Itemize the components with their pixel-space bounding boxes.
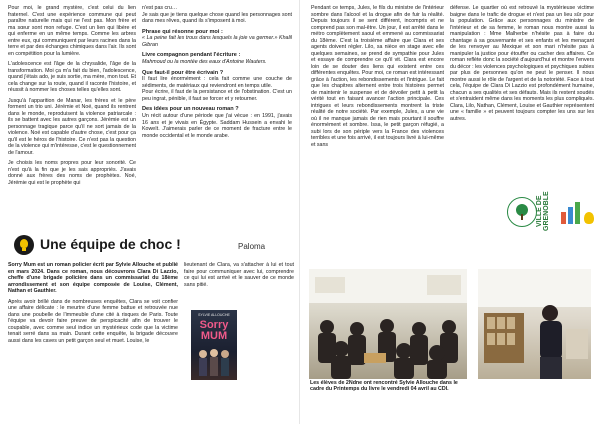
- review-intro: Sorry Mum est un roman policier écrit par Sylvie Allouche et publié en mars 2024. Dans ce roman, nous découvrons Clara Di Lazzio, cheffe d'une brigade policière dans un commissariat du 18ème arrondissement et son équipe composée de Louise, Clément, Nathan et Gauthier.: [8, 262, 178, 294]
- city-logo: VILLE DE GRENOBLE: [536, 191, 550, 231]
- article-author: Paloma: [238, 242, 266, 251]
- paragraph: Pour moi, le grand mystère, c'est celui du lien fraternel. C'est une expérience commune qui peut paraître naturelle mais qui ne l'est pas. Mon frère et ma sœur sont mon refuge. C'est un lien qui libère et qui enferme en un même temps. Comme les arbres entre eux, qui communiquent par leurs racines dans la terre et par des échanges chimiques dans l'air. Ils sont en compétition pour la lumière.: [8, 5, 136, 57]
- photo-caption: Les élèves de 2Ndne ont rencontré Sylvie Allouche dans le cadre du Printemps du livre le vendredi 04 avril au CDI.: [310, 380, 458, 393]
- review-column-1: [8, 262, 178, 422]
- review-body: Après avoir brillé dans de nombreuses enquêtes, Clara se voit confier une affaire délicate : le meurtre d'une femme battue et retrouvée nue dans une poubelle de l'immeuble d'une cité à risques de Paris. Toute l'équipe va devoir faire preuve de perspicacité afin de trouver le coupable, avec comme seul indice un mystérieux code que la victime tenait serré dans sa main. Durant cette enquête, la brigade découvre aussi dans les caves un petit garçon seul et muet. Louise, le: [8, 298, 178, 344]
- cover-title: Sorry MUM: [199, 319, 229, 342]
- interview-column-1: [8, 5, 136, 227]
- book-cover-image: [191, 310, 237, 380]
- event-photo-author: [478, 269, 591, 379]
- question-heading: Que faut-il pour être écrivain ?: [142, 69, 224, 76]
- review-column-2: [184, 262, 294, 304]
- event-photo-audience: [309, 269, 467, 379]
- paragraph: lieutenant de Clara, va s'attacher à lui et tout faire pour communiquer avec lui, comprendre ce qui lui est arrivé et le sauver de ce monde sans pitié.: [184, 262, 294, 288]
- paragraph: L'adolescence est l'âge de la chrysalide, l'âge de la transformation. Moi ça m'a fait du bien, l'adolescence, quand j'étais ado, je suis sortie, ma mère, mon tout. Et cela change sur la route, quand il raconte l'histoire, et réussit à nommer les choses telles qu'elles sont.: [8, 61, 136, 93]
- lightbulb-icon: [14, 235, 34, 255]
- paragraph: Mahmoud ou la montée des eaux d'Antoine Wauters.: [142, 59, 267, 66]
- paragraph: n'est pas cru…: [142, 5, 178, 11]
- paragraph: Il faut lire énormément : cela fait comme une couche de sédiments, de matériaux qui reviendront en temps utile.: [142, 76, 292, 89]
- interview-column-2: [142, 5, 292, 227]
- review-column-4: [450, 5, 594, 185]
- question-heading: Des idées pour un nouveau roman ?: [142, 106, 239, 113]
- review-column-3: [311, 5, 444, 243]
- partner-logo: [558, 198, 588, 226]
- paragraph: Je sais que je tiens quelque chose quand les personnages sont dans mes rêves, quand ils s'imposent à moi.: [142, 11, 292, 24]
- quote: « La peine fait les trous dans lesquels la joie va germer.» Khalil Gibran: [142, 35, 292, 48]
- cover-figures: [195, 346, 233, 376]
- paragraph: Pendant ce temps, Jules, le fils du ministre de l'intérieur sombre dans l'alcool et la drogue afin de fuir la réalité. Depuis toujours il se sent différent, incompris et ne comprend pas son mal-être. Un jour, il est arrêté dans le métro complètement saoul et emmené au commissariat du 18ème. C'est la troisième affaire que Clara et ses agents doivent régler. Lilo, sa nièce en stage avec elle quelques semaines, se prend de sympathie pour Jules et essaye de comprendre ce qu'il vit. Clara est encore loin de se douter des liens qui existent entre ces différentes enquêtes. Pour moi, ce roman est intéressant grâce à l'action, les rebondissements et l'intrigue. Le fait que les chapitres alternent entre trois histoires permet de maintenir le suspense et de dévoiler petit à petit la vérité tout en faisant avancer l'action principale. Ces intrigues et leurs rebondissements montrent la triste réalité de notre société. Par exemple, Jules, a une vie où il ne manque jamais de rien mais pourtant il souffre énormément et sombre. Issa, le petit garçon réfugié, a subi lors de son périple vers la France des violences terribles et une fois arrivé, il est toujours livré à lui-même et sans: [311, 5, 444, 148]
- right-page: [300, 0, 600, 424]
- school-logo: [507, 197, 537, 227]
- paragraph: Pour écrire, il faut de la persistance et de l'obstination. C'est un peu ingrat, pénible, il faut se forcer et y retourner.: [142, 89, 292, 102]
- lightbulb-icon: [584, 212, 594, 224]
- cover-author: SYLVIE ALLOUCHE: [198, 313, 230, 317]
- paragraph: Je choisis les noms propres pour leur sonorité. Ce n'est qu'à la fin que je les sais appropriés. J'avais donné aux frères des noms de prophètes. Noé, Jérémie qui est le prophète qui: [8, 160, 136, 186]
- question-heading: Phrase qui résonne pour moi :: [142, 28, 223, 35]
- paragraph: Un récit autour d'une période que j'ai vécue : en 1991, j'avais 16 ans et je vivais en Égypte. Saddam Hussein a envahi le Koweït. J'aimerais parler de ce moment de fracture entre le monde occidental et le monde arabe.: [142, 113, 292, 139]
- section-title: Une équipe de choc !: [40, 236, 181, 252]
- paragraph: défense. Le quartier où est retrouvé la mystérieuse victime baigne dans le trafic de drogue et n'est pas un lieu sûr pour la population. Grâce aux personnages du ministre de l'intérieur et de sa femme, le roman nous montre aussi la manipulation : Mme Malherbe n'hésite pas à faire du chantage à sa gouvernante et ses enfants et les menaçant de les renvoyer au Mexique et son mari n'hésite pas à manipuler la justice pour étouffer ou cacher des affaires. Ce roman reflète donc la société d'aujourd'hui et montre l'envers du décor : les violences psychologiques et psychiques subies par plus de personnes qu'on ne peut le penser. Il nous montre aussi le rôle de l'argent et de la notoriété. Face à tout cela, l'équipe de Clara Di Lazzio est profondément humaine, chacun a ses qualités et ses défauts. Mais ils restent soudés et s'entraident même dans les moments les plus compliqués. Clara, Lilo, Nathan, Clément, Louise et Gauthier représentent une « famille » et peuvent toujours compter les uns sur les autres.: [450, 5, 594, 122]
- paragraph: Jusqu'à l'apparition de Manar, les frères et le père forment un trio uni. Jérémie et Noé, quand ils rentrent dans le monde, reproduisent la violence patriarcale : ils se battent avec les autres garçons. Jérémie est un personnage tragique parce qu'il ne sort jamais de la violence. Noé est capable d'autre chose, c'est pour ça qu'il est le héros de l'histoire. Ce n'est pas la question de la violence qui m'intéresse, c'est le questionnement de l'amour.: [8, 97, 136, 156]
- question-heading: Livre compagnon pendant l'écriture :: [142, 52, 241, 59]
